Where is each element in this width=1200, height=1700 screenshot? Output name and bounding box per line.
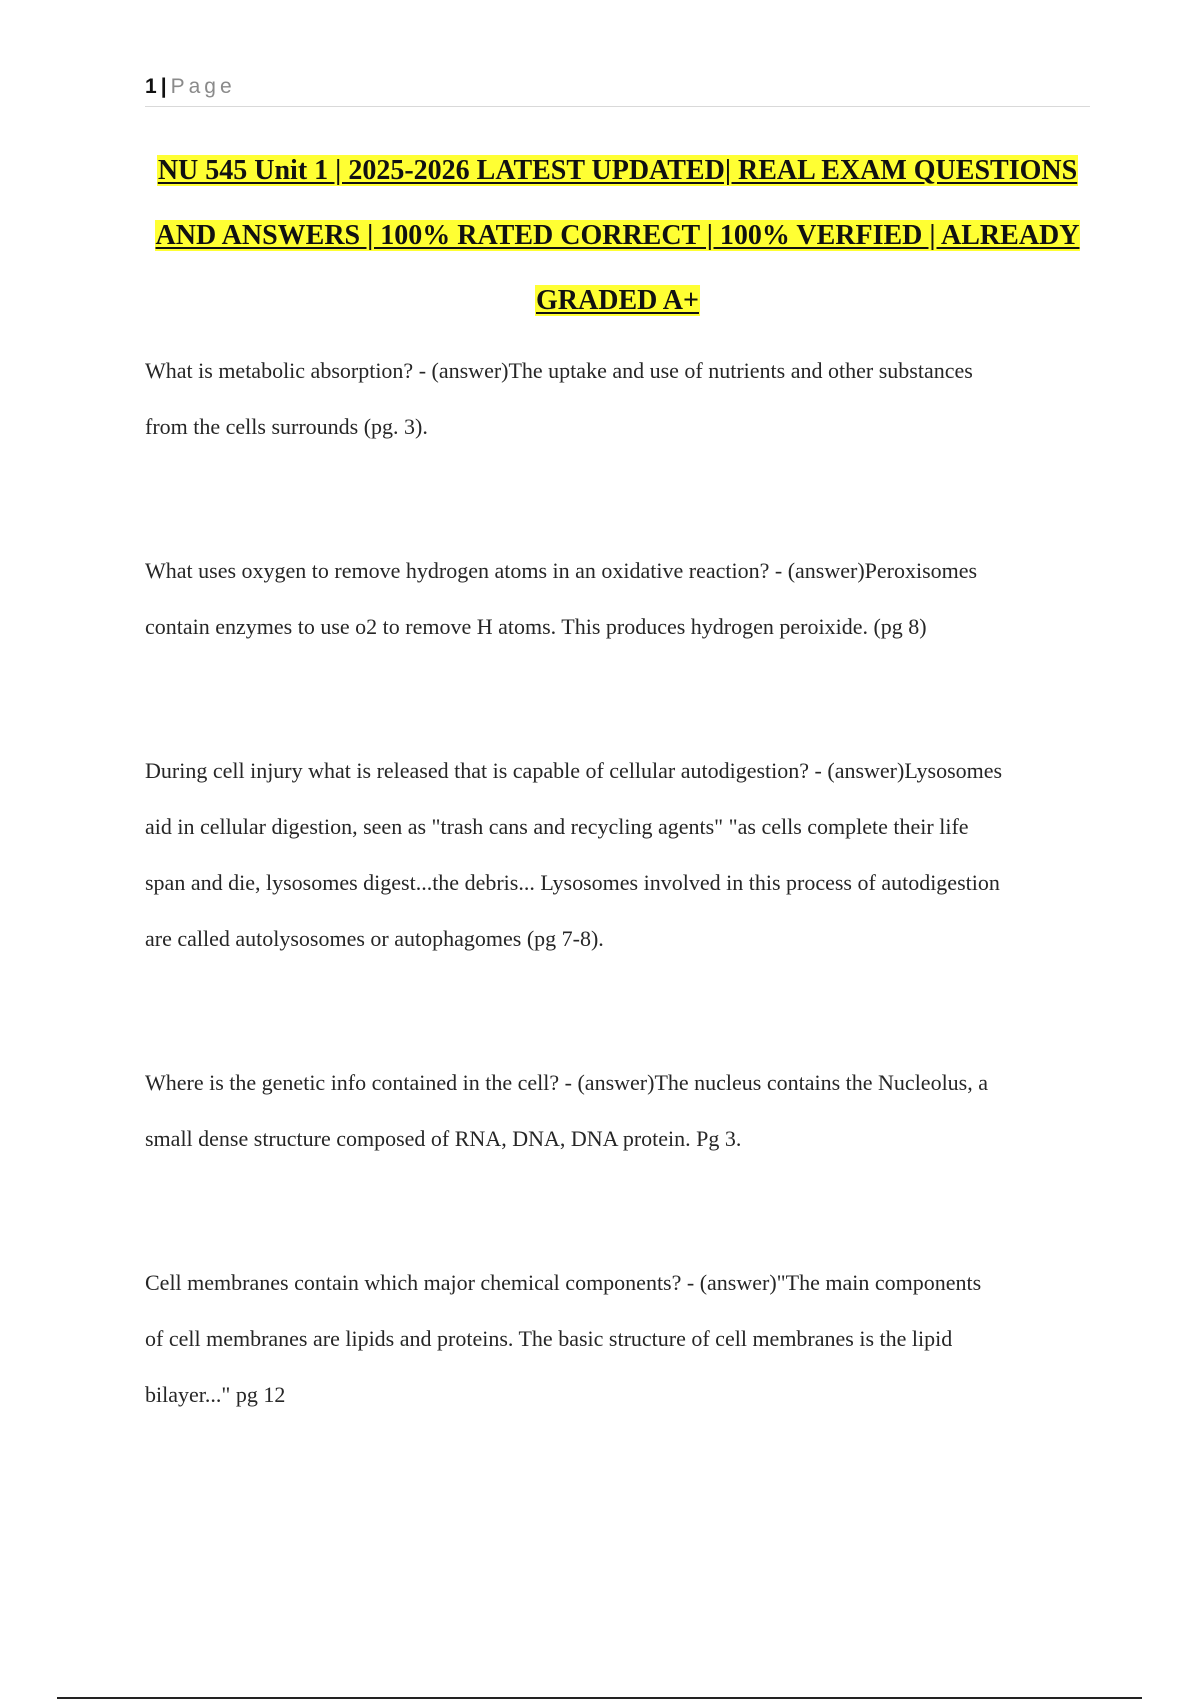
qa-item-1 [145,343,1090,455]
qa-line: What is metabolic absorption? - (answer)The uptake and use of nutrients and other substances [145,358,973,383]
qa-item-3 [145,743,1090,967]
qa-line: of cell membranes are lipids and proteins. The basic structure of cell membranes is the lipid [145,1326,953,1351]
title-line [145,268,1090,333]
footer-rule [57,1697,1142,1699]
page-number: 1 [145,75,157,98]
qa-line: small dense structure composed of RNA, DNA, DNA protein. Pg 3. [145,1126,742,1151]
title-line-1: NU 545 Unit 1 | 2025-2026 LATEST UPDATED| REAL EXAM QUESTIONS [157,155,1078,186]
page-header-separator: | [160,75,167,98]
qa-line: Where is the genetic info contained in the cell? - (answer)The nucleus contains the Nucleolus, a [145,1070,989,1095]
qa-list [145,343,1090,1511]
title-line-3: GRADED A+ [536,285,699,316]
page-header [145,73,1090,107]
title-line [145,203,1090,268]
qa-line: are called autolysosomes or autophagomes (pg 7-8). [145,926,604,951]
title-line [145,138,1090,203]
qa-line: aid in cellular digestion, seen as "trash cans and recycling agents" "as cells complete their life [145,814,969,839]
qa-line: During cell injury what is released that is capable of cellular autodigestion? - (answer)Lysosomes [145,758,1003,783]
title-line-2: AND ANSWERS | 100% RATED CORRECT | 100% VERFIED | ALREADY [155,220,1080,251]
qa-line: bilayer..." pg 12 [145,1382,286,1407]
document-title [145,138,1090,333]
qa-line: span and die, lysosomes digest...the debris... Lysosomes involved in this process of autodigestion [145,870,1000,895]
page-label: Page [170,75,236,98]
qa-item-5 [145,1255,1090,1423]
qa-line: contain enzymes to use o2 to remove H atoms. This produces hydrogen peroixide. (pg 8) [145,614,927,639]
qa-line: Cell membranes contain which major chemical components? - (answer)"The main components [145,1270,982,1295]
qa-item-4 [145,1055,1090,1167]
qa-item-2 [145,543,1090,655]
qa-line: from the cells surrounds (pg. 3). [145,414,428,439]
qa-line: What uses oxygen to remove hydrogen atoms in an oxidative reaction? - (answer)Peroxisomes [145,558,978,583]
